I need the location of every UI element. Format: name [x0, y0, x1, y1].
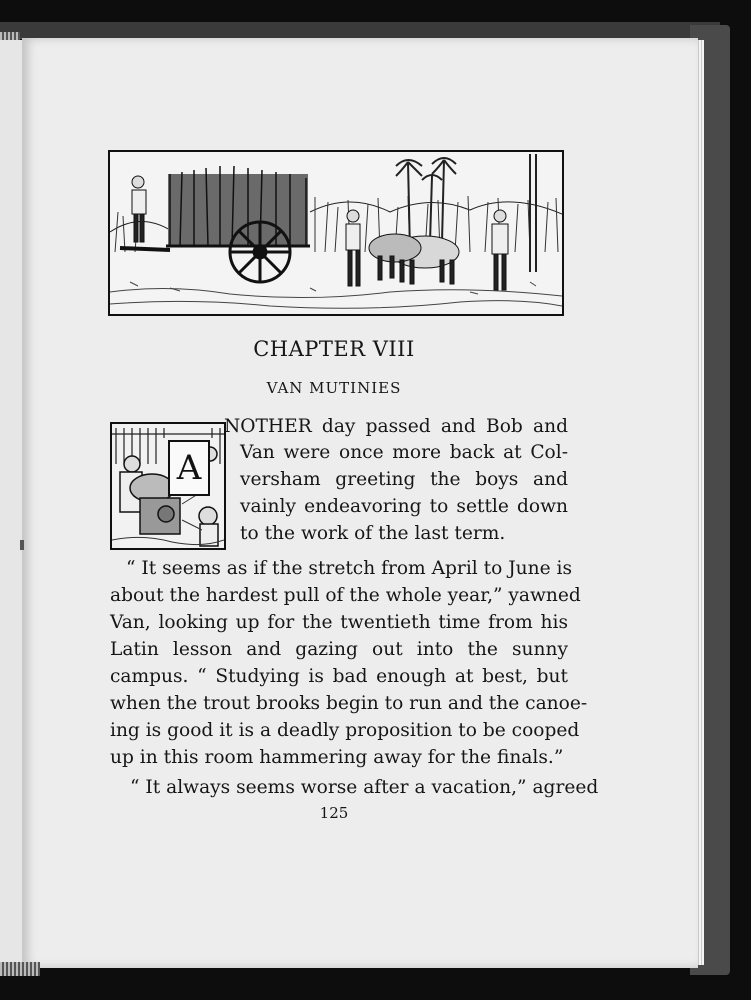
book-binding-top — [0, 22, 720, 39]
chapter-subtitle: VAN MUTINIES — [266, 379, 402, 397]
text-line: “ It always seems worse after a vacation,” agreed — [130, 777, 599, 798]
text-line: Van were once more back at Col- — [240, 442, 568, 463]
cloth-edge-bottom — [0, 962, 40, 976]
text-line: vainly endeavoring to settle down — [240, 496, 568, 517]
oxcart-illustration — [110, 152, 562, 314]
text-line: Van, looking up for the twentieth time from his — [110, 612, 568, 633]
drop-cap-illustration — [110, 422, 226, 550]
text-line: when the trout brooks begin to run and the canoe- — [110, 693, 588, 714]
text-line: to the work of the last term. — [240, 523, 506, 544]
text-line: Latin lesson and gazing out into the sunny — [110, 639, 568, 660]
text-line: versham greeting the boys and — [240, 469, 568, 490]
text-line: about the hardest pull of the whole year,” yawned — [110, 585, 581, 606]
text-line: campus. “ Studying is bad enough at best, but — [110, 666, 568, 687]
page-number: 125 — [319, 804, 349, 822]
text-line: “ It seems as if the stretch from April to June is — [126, 558, 573, 579]
text-line: NOTHER day passed and Bob and — [224, 416, 568, 437]
gutter-mark — [20, 540, 24, 550]
text-line: up in this room hammering away for the finals.” — [110, 747, 564, 768]
text-line: ing is good it is a deadly proposition to be cooped — [110, 720, 580, 741]
chapter-title: CHAPTER VIII — [253, 337, 415, 361]
chapter-headpiece — [108, 150, 564, 316]
drop-cap-letter: A — [168, 440, 210, 496]
